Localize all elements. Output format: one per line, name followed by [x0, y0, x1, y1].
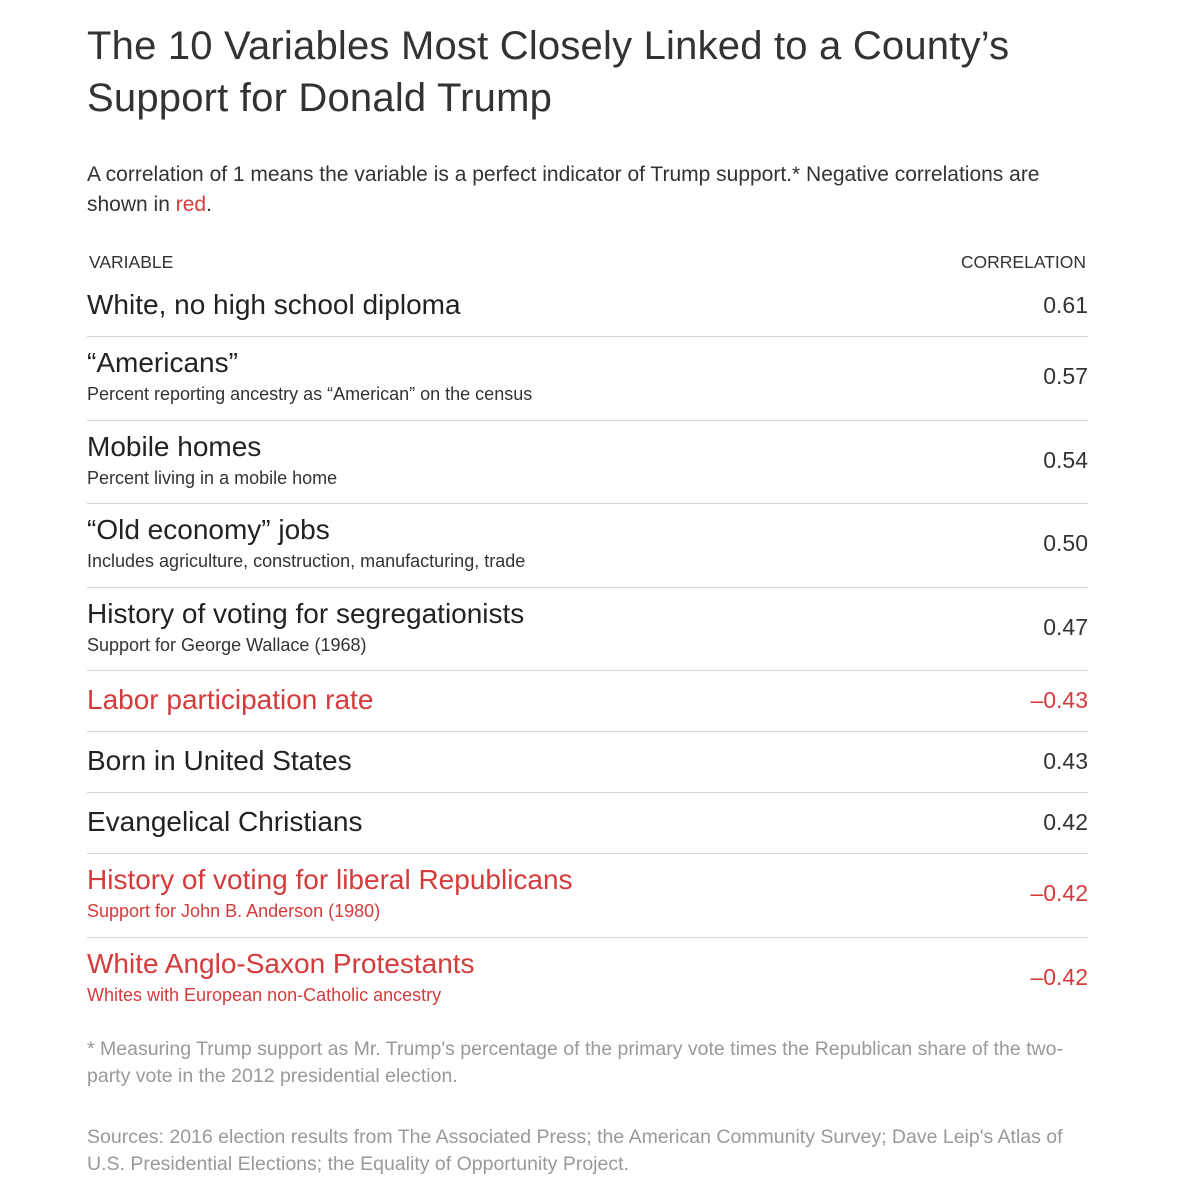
variable-name: White Anglo-Saxon Protestants	[87, 947, 475, 979]
correlation-value: 0.50	[1043, 530, 1088, 556]
variable-name: “Old economy” jobs	[87, 514, 330, 545]
correlation-value: –0.43	[1030, 687, 1088, 713]
variable-description: Percent living in a mobile home	[87, 467, 338, 488]
correlation-value: 0.43	[1043, 748, 1088, 774]
table-row	[87, 421, 1088, 505]
variable-name: History of voting for liberal Republicans	[87, 864, 573, 895]
variable-name: Evangelical Christians	[87, 806, 363, 837]
variable-name: History of voting for segregationists	[87, 597, 525, 629]
variable-description: Percent reporting ancestry as “American” on the census	[87, 384, 533, 404]
variable-name: White, no high school diploma	[87, 289, 461, 320]
variable-name: “Americans”	[87, 347, 238, 378]
variable-description: Support for George Wallace (1968)	[87, 634, 367, 655]
correlation-value: 0.42	[1043, 809, 1088, 835]
variable-description: Whites with European non-Catholic ancestry	[87, 984, 442, 1005]
correlation-value: 0.54	[1043, 446, 1088, 473]
table-row	[87, 938, 1088, 1022]
variable-description: Includes agriculture, construction, manufacturing, trade	[87, 551, 526, 571]
variable-name: Born in United States	[87, 745, 352, 776]
subtitle-end: .	[206, 193, 212, 216]
page-title: The 10 Variables Most Closely Linked to a County’s Support for Donald Trump	[87, 24, 1010, 120]
table-row	[87, 337, 1088, 421]
correlation-value: 0.57	[1043, 363, 1088, 389]
variable-name: Mobile homes	[87, 430, 262, 462]
table-row	[87, 671, 1088, 732]
correlation-value: –0.42	[1030, 880, 1088, 906]
table-row	[87, 793, 1088, 854]
correlation-table	[87, 276, 1088, 1021]
subtitle	[87, 160, 1047, 220]
correlation-value: 0.61	[1043, 292, 1088, 318]
table-row	[87, 854, 1088, 938]
subtitle-text: A correlation of 1 means the variable is a perfect indicator of Trump support.* Negative correlations are shown in	[87, 163, 1040, 216]
column-header-correlation: CORRELATION	[960, 252, 1086, 272]
subtitle-red-word: red	[175, 193, 207, 216]
table-row	[87, 276, 1088, 337]
correlation-value: 0.47	[1043, 613, 1088, 640]
column-header-variable: VARIABLE	[89, 252, 174, 272]
correlation-value: –0.42	[1030, 963, 1088, 990]
table-header	[87, 252, 1088, 276]
sources-note: Sources: 2016 election results from The Associated Press; the American Community Survey; Dave Leip's Atlas of U.S. Presidential Elections; the Equality of Opportunity Project.	[87, 1126, 1063, 1175]
variable-name: Labor participation rate	[87, 684, 374, 715]
variable-description: Support for John B. Anderson (1980)	[87, 901, 381, 921]
table-row	[87, 732, 1088, 793]
footnote: * Measuring Trump support as Mr. Trump's percentage of the primary vote times the Republican share of the two-party vote in the 2012 presidential election.	[87, 1038, 1063, 1087]
table-row	[87, 504, 1088, 588]
table-row	[87, 588, 1088, 672]
